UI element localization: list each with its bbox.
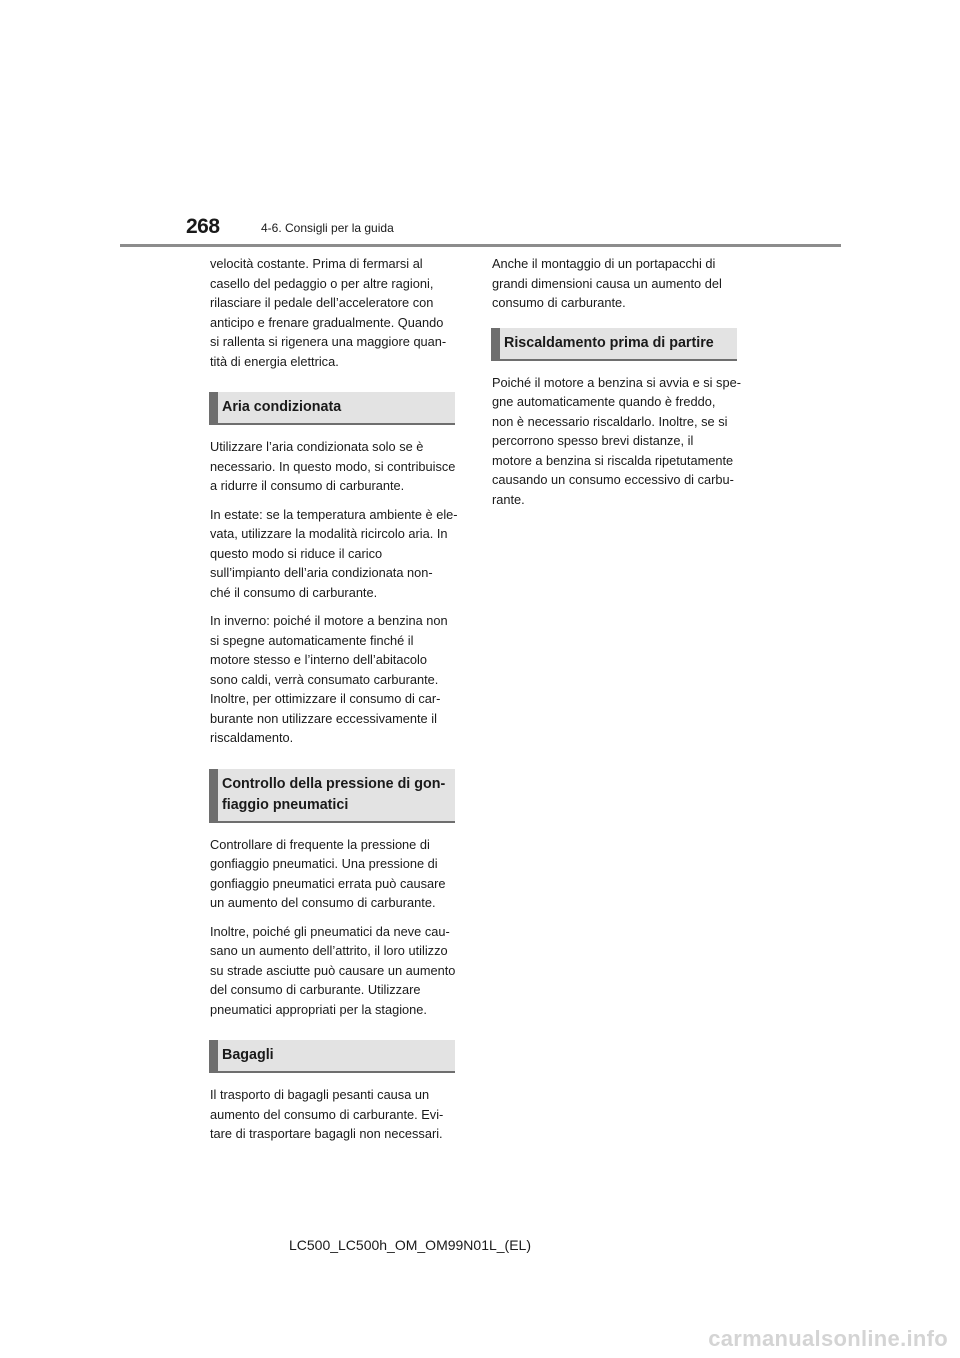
paragraph: Utilizzare l’aria condizionata solo se è necessario. In questo modo, si contribuisce a ridurre il consumo di carburante. [210,439,456,493]
watermark: carmanualsonline.info [708,1326,948,1351]
page-number: 268 [186,215,220,238]
paragraph: Controllare di frequente la pressione di gonfiaggio pneumatici. Una pressione di gonfiaggio pneumatici errata può causare un aumento del consumo di carburante. [210,836,446,910]
left-column [210,254,470,1153]
document-code: LC500_LC500h_OM_OM99N01L_(EL) [288,1237,532,1253]
paragraph: In inverno: poiché il motore a benzina non si spegne automaticamente finché il motore stesso e l’interno dell’abitacolo sono caldi, verrà consumato carburante. Inoltre, per ottimizzare il consumo di car- burante non utilizzare eccessivamente il riscaldamento. [210,613,448,745]
paragraph: Il trasporto di bagagli pesanti causa un aumento del consumo di carburante. Evi- tare di trasportare bagagli non necessari. [210,1087,444,1141]
paragraph: Inoltre, poiché gli pneumatici da neve cau- sano un aumento dell’attrito, il loro utilizzo su strade asciutte può causare un aumento del consumo di carburante. Utilizzare pneumatici appropriati per la stagione. [210,923,456,1017]
right-column [492,254,752,518]
paragraph: In estate: se la temperatura ambiente è ele- vata, utilizzare la modalità ricircolo aria. In questo modo si riduce il carico sull’impianto dell’aria condizionata non- ché il consumo di carburante. [210,506,458,600]
intro-paragraph: velocità costante. Prima di fermarsi al casello del pedaggio o per altre ragioni, rilasciare il pedale dell’acceleratore con anticipo e frenare gradualmente. Quando si rallenta si rigenera una maggiore quan- tità di energia elettrica. [210,256,447,369]
section-title: 4-6. Consigli per la guida [261,221,394,235]
heading-pressione-pneumatici: Controllo della pressione di gon- fiaggio pneumatici [209,769,455,823]
heading-aria-condizionata: Aria condizionata [209,392,455,425]
paragraph: Poiché il motore a benzina si avvia e si spe- gne automaticamente quando è freddo, non è necessario riscaldarlo. Inoltre, se si percorrono spesso brevi distanze, il motore a benzina si riscalda ripetutamente causando un consumo eccessivo di carbu- rante. [492,374,741,507]
intro-paragraph: Anche il montaggio di un portapacchi di grandi dimensioni causa un aumento del consumo di carburante. [492,256,722,310]
heading-bagagli: Bagagli [209,1040,455,1073]
heading-riscaldamento: Riscaldamento prima di partire [491,328,737,361]
header-divider [120,244,841,247]
